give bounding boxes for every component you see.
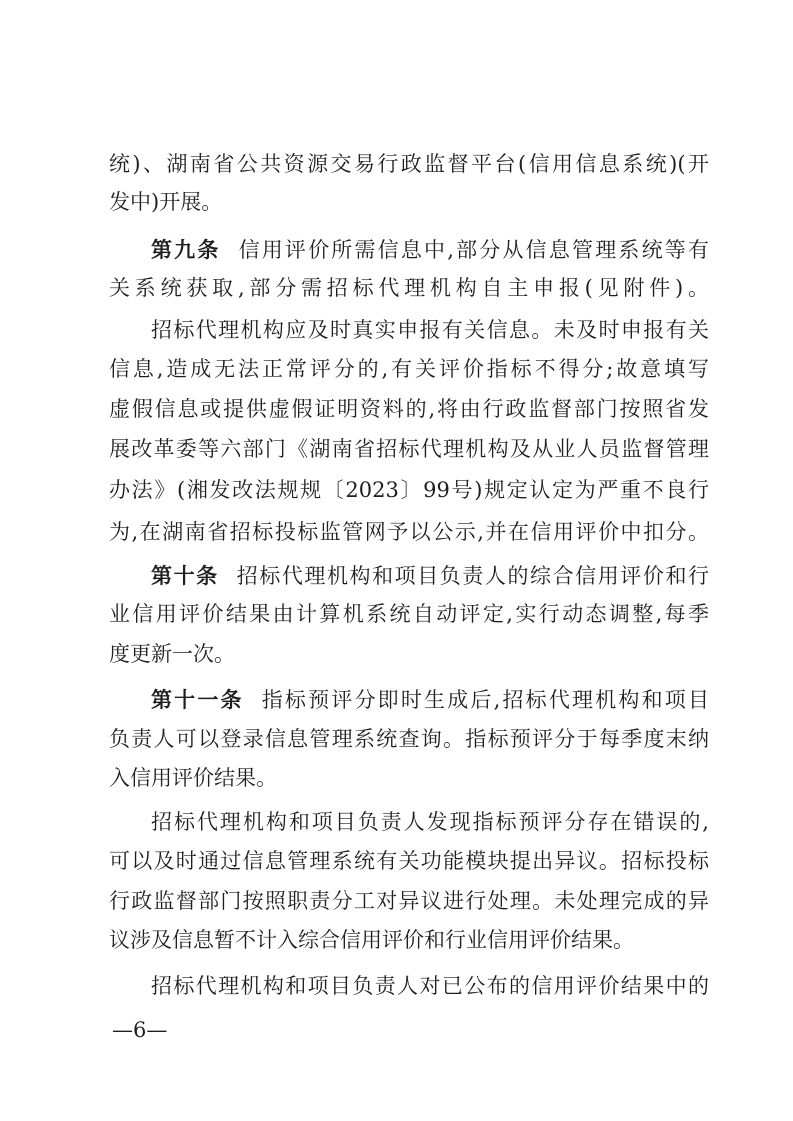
article-9-heading: 第九条 — [151, 238, 221, 262]
text-line: 负责人可以登录信息管理系统查询。指标预评分于每季度末纳 — [109, 727, 709, 751]
article-10-heading: 第十条 — [151, 564, 219, 588]
text-line: 发中)开展。 — [109, 190, 223, 214]
article-11-line — [151, 686, 709, 714]
article-9-text: 信用评价所需信息中,部分从信息管理系统等有 — [238, 238, 709, 262]
text-line: 入信用评价结果。 — [109, 766, 277, 790]
text-line: 议涉及信息暂不计入综合信用评价和行业信用评价结果。 — [109, 928, 634, 952]
page-number: —6— — [112, 1018, 168, 1042]
text-line: 展改革委等六部门《湖南省招标代理机构及从业人员监督管理 — [109, 437, 709, 461]
text-line: 业信用评价结果由计算机系统自动评定,实行动态调整,每季 — [109, 602, 709, 626]
text-line: 招标代理机构和项目负责人对已公布的信用评价结果中的 — [151, 974, 709, 998]
text-line: 关系统获取,部分需招标代理机构自主申报(见附件)。 — [109, 276, 709, 300]
text-line: 可以及时通过信息管理系统有关功能模块提出异议。招标投标 — [109, 849, 709, 873]
text-line: 统)、湖南省公共资源交易行政监督平台(信用信息系统)(开 — [109, 152, 709, 176]
text-line: 招标代理机构应及时真实申报有关信息。未及时申报有关 — [151, 318, 709, 342]
article-11-heading: 第十一条 — [151, 688, 244, 712]
article-11-text: 指标预评分即时生成后,招标代理机构和项目 — [261, 688, 709, 712]
article-10-text: 招标代理机构和项目负责人的综合信用评价和行 — [236, 564, 710, 588]
text-line: 虚假信息或提供虚假证明资料的,将由行政监督部门按照省发 — [109, 397, 709, 421]
text-line: 为,在湖南省招标投标监管网予以公示,并在信用评价中扣分。 — [109, 520, 709, 544]
text-line: 信息,造成无法正常评分的,有关评价指标不得分;故意填写 — [109, 357, 709, 381]
text-line: 招标代理机构和项目负责人发现指标预评分存在错误的, — [151, 810, 709, 834]
text-line: 度更新一次。 — [109, 642, 235, 666]
text-line: 行政监督部门按照职责分工对异议进行处理。未处理完成的异 — [109, 889, 709, 913]
article-9-line — [151, 236, 709, 264]
text-line: 办法》(湘发改法规规〔2023〕99号)规定认定为严重不良行 — [109, 478, 709, 502]
article-10-line — [151, 562, 709, 590]
